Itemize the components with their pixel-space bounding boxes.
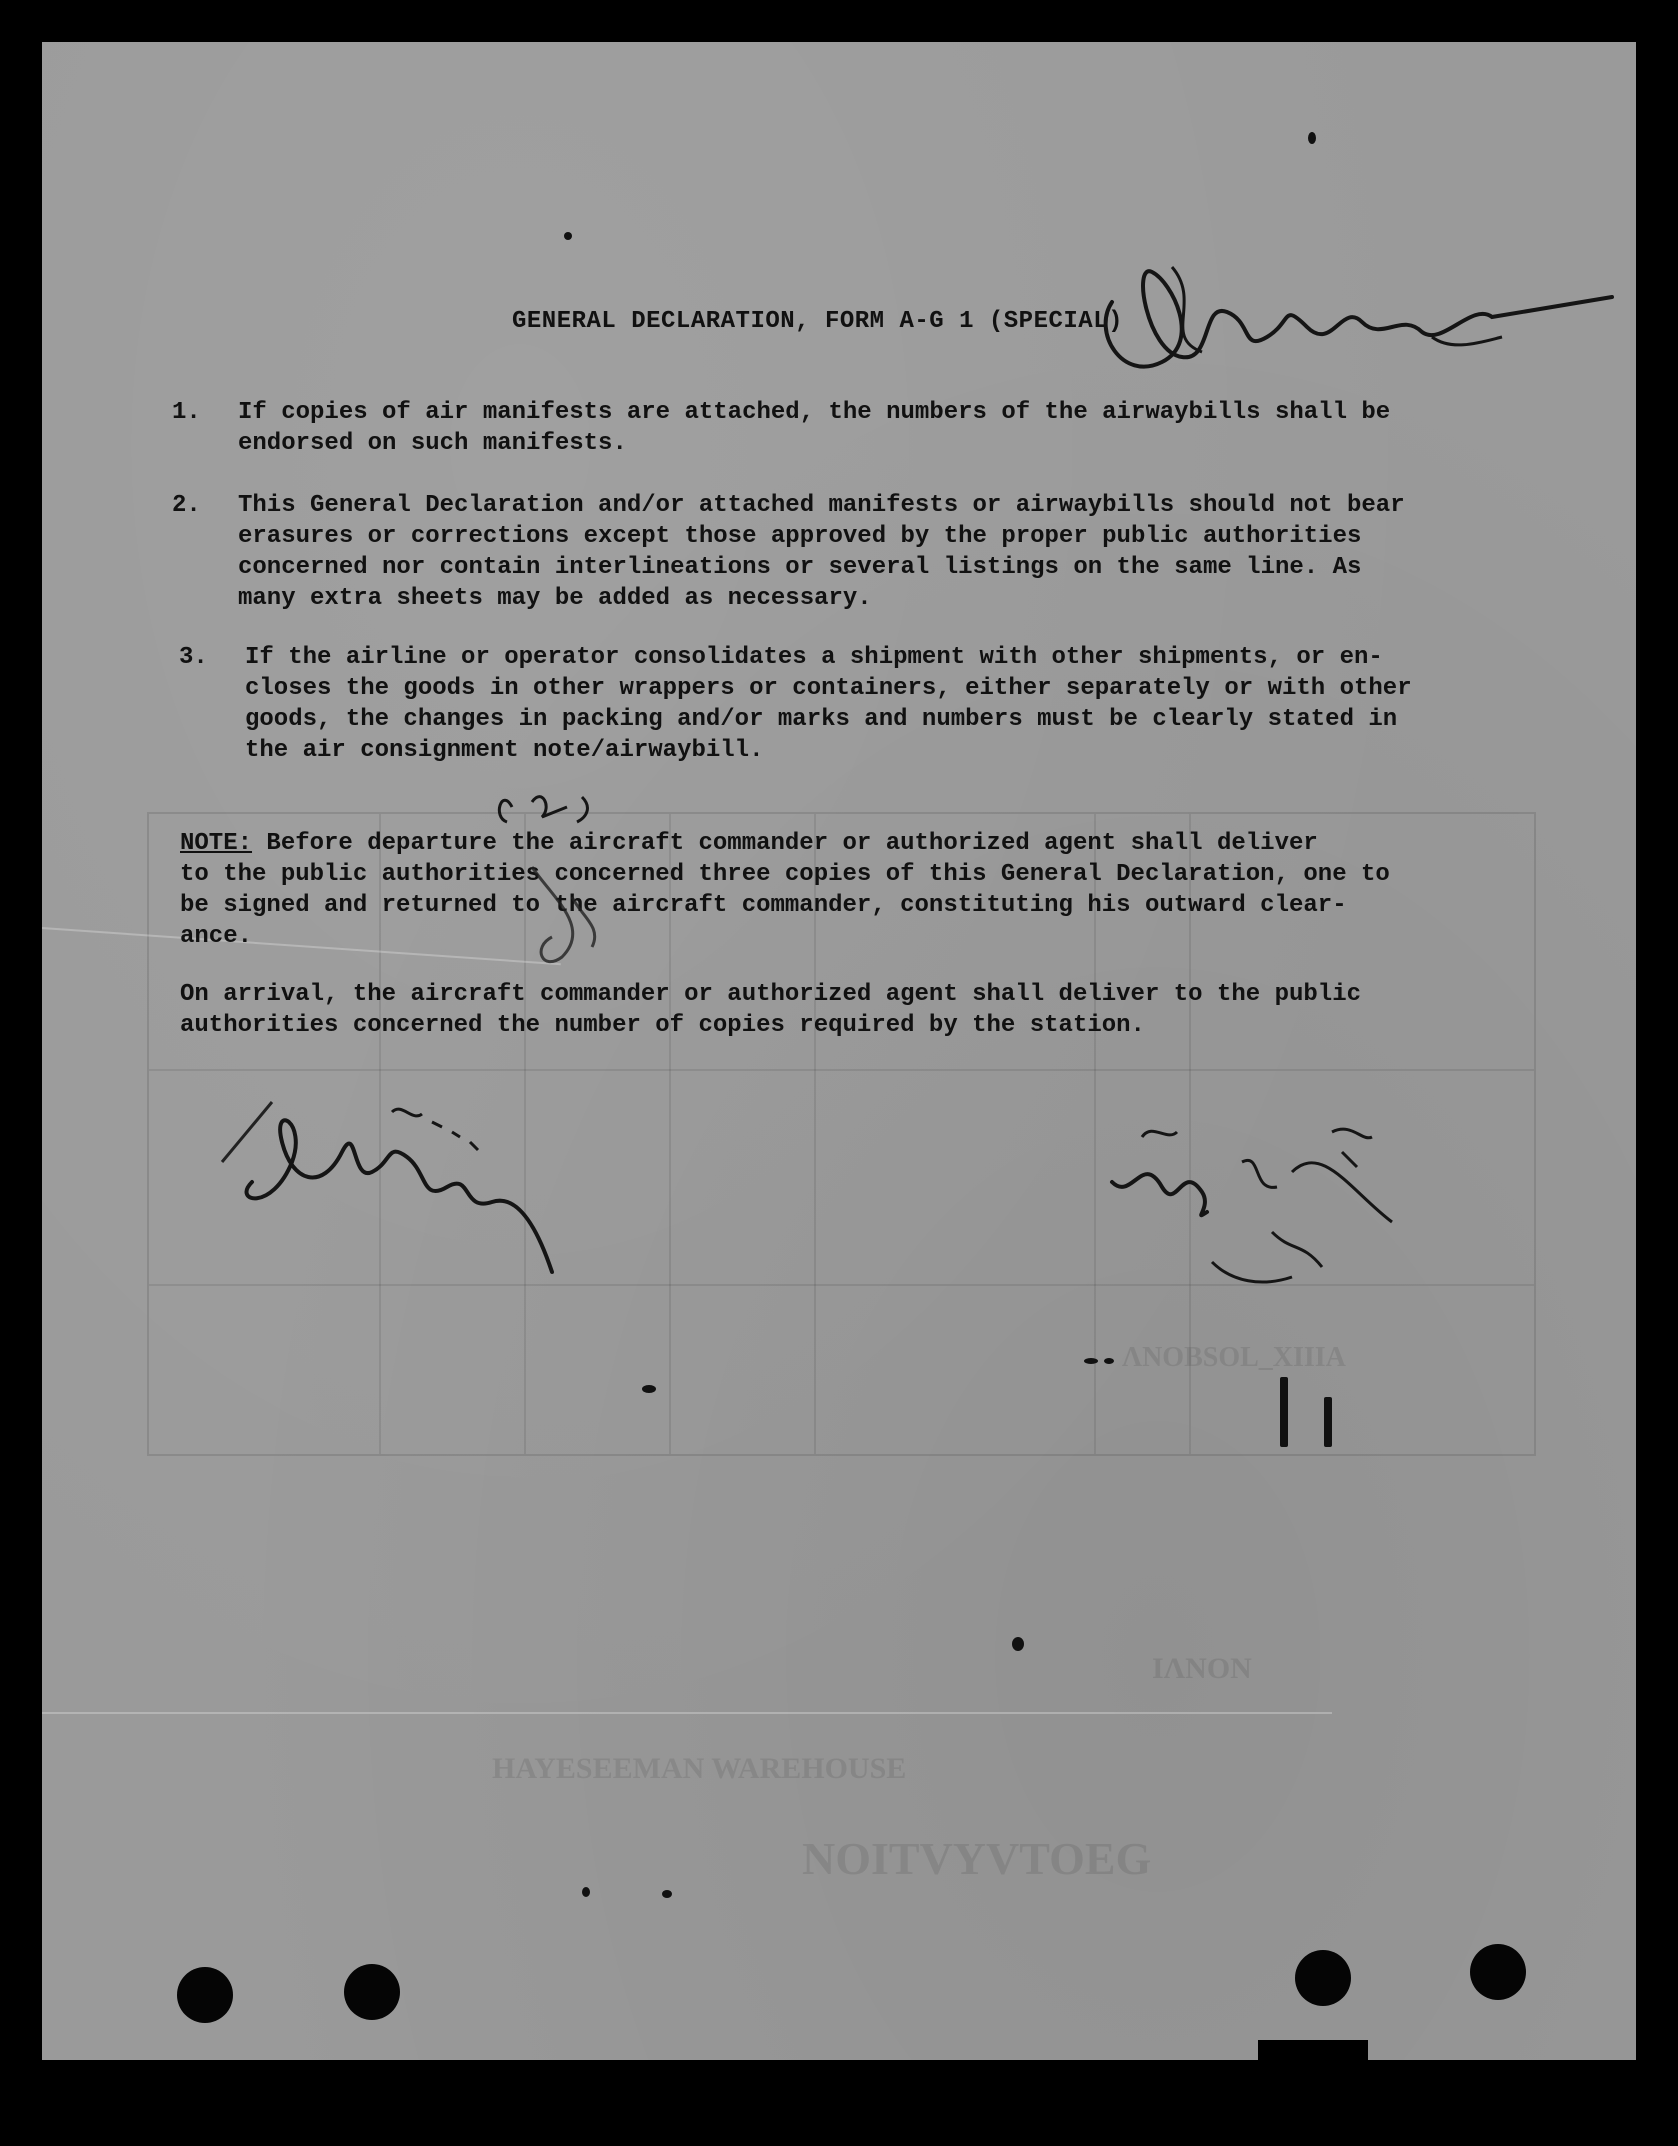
signature-top-right (1052, 242, 1622, 392)
punch-hole (1295, 1950, 1351, 2006)
ink-speck (1012, 1637, 1024, 1651)
item-number: 3. (179, 644, 208, 671)
ink-speck (1084, 1358, 1098, 1364)
note-paragraph (180, 828, 1540, 952)
ink-speck (582, 1887, 590, 1897)
note-text: Before departure the aircraft commander or authorized agent shall deliver to the public authorities concerned three copies of this General Declaration, one to be signed and returned to the aircraft commander, constituting his outward clear- ance. (180, 830, 1390, 950)
document-page (42, 42, 1636, 2060)
ink-mark (1280, 1377, 1288, 1447)
signature-lower-right (1092, 1092, 1472, 1332)
show-through-text: IΛNON (1152, 1652, 1252, 1685)
torn-edge (1258, 2040, 1368, 2080)
instruction-item (172, 490, 1542, 614)
ink-speck (564, 232, 572, 240)
ink-speck (662, 1890, 672, 1898)
arrival-paragraph: On arrival, the aircraft commander or authorized agent shall deliver to the public authorities concerned the number of copies required by the station. (180, 981, 1361, 1039)
show-through-text: HAYESEEMAN WAREHOUSE (492, 1752, 907, 1785)
instruction-item (179, 642, 1549, 766)
punch-hole (1470, 1944, 1526, 2000)
paper-crease (42, 1712, 1332, 1714)
item-number: 1. (172, 399, 201, 426)
ink-speck (1104, 1358, 1114, 1364)
item-text: If the airline or operator consolidates a shipment with other shipments, or en- closes the goods in other wrappers or containers, either separately or with other goods, the changes in packing and/or marks and numbers must be clearly stated in the air consignment note/airwaybill. (245, 644, 1412, 764)
instruction-item (172, 397, 1542, 459)
signature-lower-left (212, 1042, 632, 1292)
item-text: If copies of air manifests are attached, the numbers of the airwaybills shall be endorsed on such manifests. (238, 399, 1391, 457)
punch-hole (344, 1964, 400, 2020)
ink-speck (1308, 132, 1316, 144)
page-title: GENERAL DECLARATION, FORM A-G 1 (SPECIAL) (512, 308, 1123, 335)
item-text: This General Declaration and/or attached manifests or airwaybills should not bear erasures or corrections except those approved by the proper public authorities concerned nor contain interlineations or several listings on the same line. As many extra sheets may be added as necessary. (238, 492, 1405, 612)
item-number: 2. (172, 492, 201, 519)
note-label: NOTE: (180, 830, 253, 857)
ink-speck (642, 1385, 656, 1393)
ink-mark (1324, 1397, 1332, 1447)
show-through-text: NOITVYVTOEG (802, 1833, 1152, 1884)
punch-hole (177, 1967, 233, 2023)
show-through-text: ΛNOBSOL_XIIIA (1122, 1342, 1346, 1373)
